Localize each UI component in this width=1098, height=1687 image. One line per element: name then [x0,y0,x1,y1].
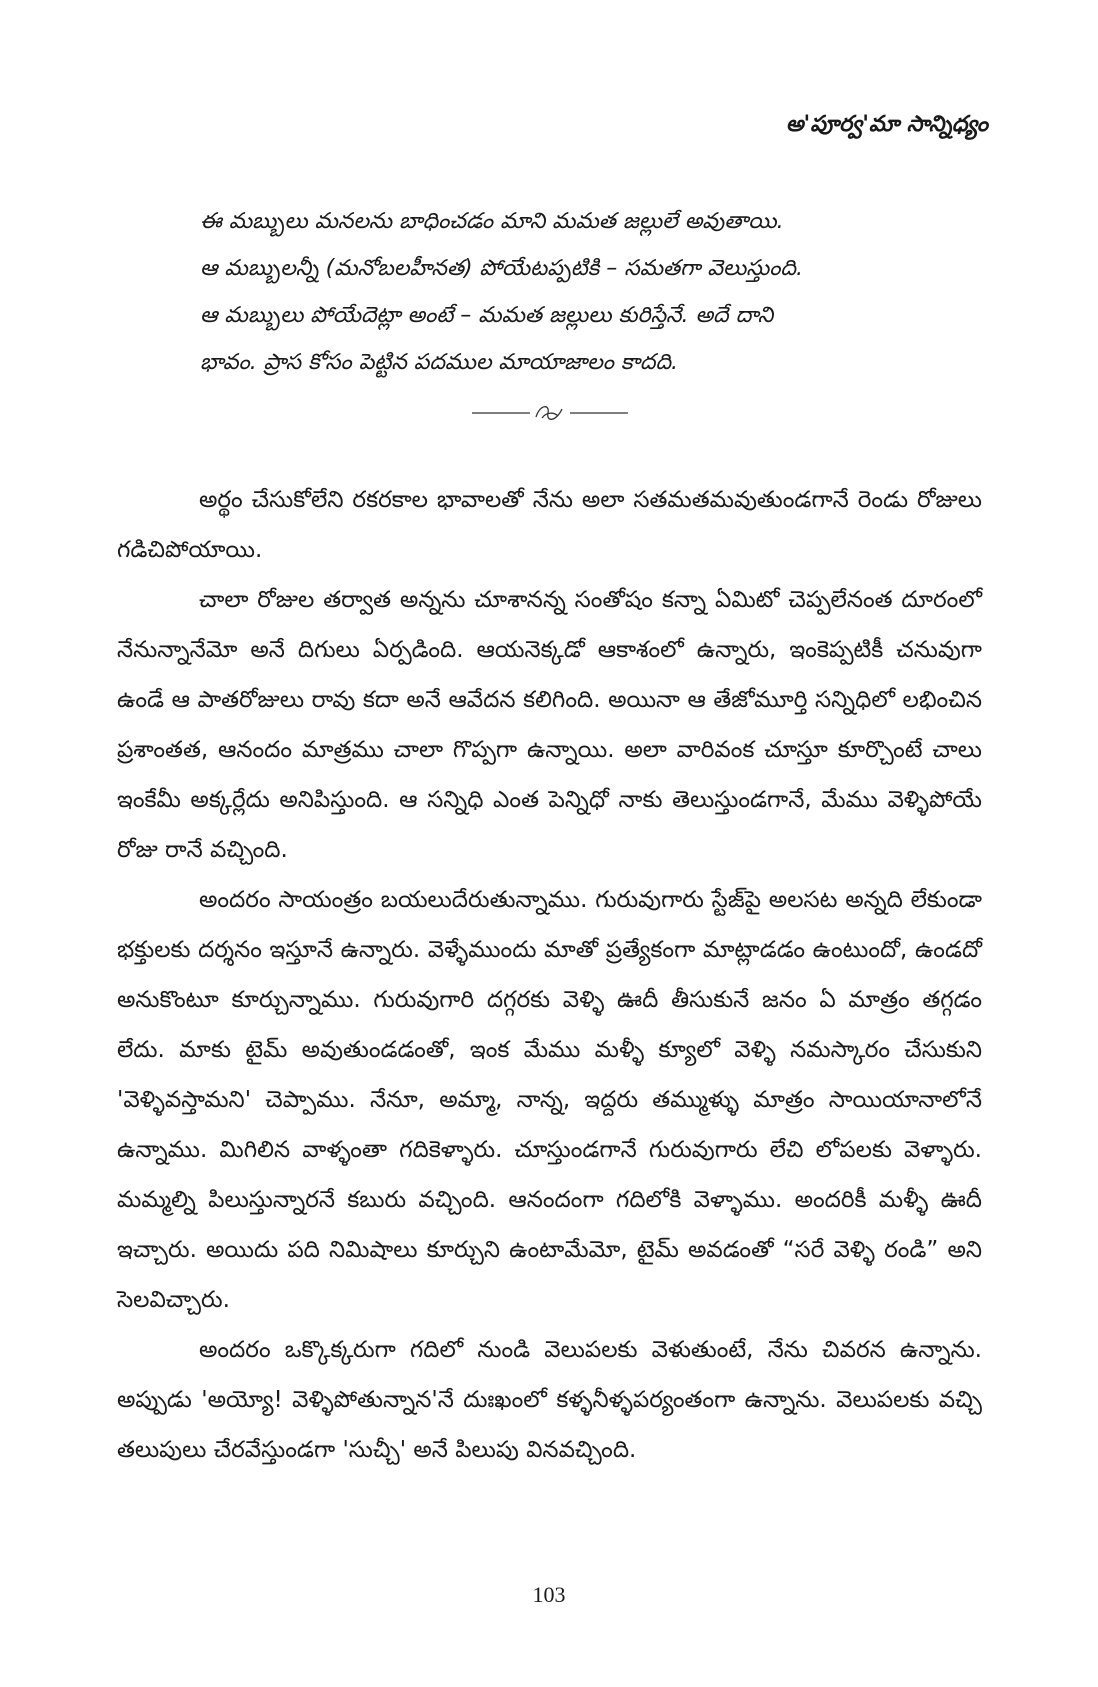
verse-line: ఆ మబ్బులన్నీ (మనోబలహీనత) పోయేటప్పటికి – సమతగా వెలుస్తుంది. [200,256,803,281]
paragraph: అందరం ఒక్కొక్కరుగా గదిలో నుండి వెలుపలకు వెళుతుంటే, నేను చివరన ఉన్నాను. అప్పుడు 'అయ్యో! వెళ్ళిపోతున్నాన'నే దుఃఖంలో కళ్ళనీళ్ళపర్యంతంగా ఉన్నాను. వెలుపలకు వచ్చి తలుపులు చేరవేస్తుండగా 'సుచ్చీ' అనే పిలుపు వినవచ్చింది. [117,1337,982,1463]
verse-line: ఆ మబ్బులు పోయేదెట్లా అంటే – మమత జల్లులు కురిస్తేనే. అదే దాని [200,303,774,328]
running-header: అ'పూర్వ'మా సాన్నిధ్యం [785,112,988,137]
verse-block [200,198,905,386]
paragraph: చాలా రోజుల తర్వాత అన్నను చూశానన్న సంతోషం కన్నా ఏమిటో చెప్పలేనంత దూరంలో నేనున్నానేమో అనే దిగులు ఏర్పడింది. ఆయనెక్కడో ఆకాశంలో ఉన్నారు, ఇంకెప్పటికీ చనువుగా ఉండే ఆ పాతరోజులు రావు కదా అనే ఆవేదన కలిగింది. అయినా ఆ తేజోమూర్తి సన్నిధిలో లభించిన ప్రశాంతత, ఆనందం మాత్రము చాలా గొప్పగా ఉన్నాయి. అలా వారివంక చూస్తూ కూర్చొంటే చాలు ఇంకేమీ అక్కర్లేదు అనిపిస్తుంది. ఆ సన్నిధి ఎంత పెన్నిధో నాకు తెలుస్తుండగానే, మేము వెళ్ళిపోయే రోజు రానే వచ్చింది. [117,587,982,863]
body-text [117,475,982,1475]
paragraph: అందరం సాయంత్రం బయలుదేరుతున్నాము. గురువుగారు స్టేజ్‌పై అలసట అన్నది లేకుండా భక్తులకు దర్శనం ఇస్తూనే ఉన్నారు. వెళ్ళేముందు మాతో ప్రత్యేకంగా మాట్లాడడం ఉంటుందో, ఉండదో అనుకొంటూ కూర్చున్నాము. గురువుగారి దగ్గరకు వెళ్ళి ఊదీ తీసుకునే జనం ఏ మాత్రం తగ్గడం లేదు. మాకు టైమ్ అవుతుండడంతో, ఇంక మేము మళ్ళీ క్యూలో వెళ్ళి నమస్కారం చేసుకుని 'వెళ్ళివస్తామని' చెప్పాము. నేనూ, అమ్మా, నాన్న, ఇద్దరు తమ్ముళ్ళు మాత్రం సాయియానాలోనే ఉన్నాము. మిగిలిన వాళ్ళంతా గదికెళ్ళారు. చూస్తుండగానే గురువుగారు లేచి లోపలకు వెళ్ళారు. మమ్మల్ని పిలుస్తున్నారనే కబురు వచ్చింది. ఆనందంగా గదిలోకి వెళ్ళాము. అందరికీ మళ్ళీ ఊదీ ఇచ్చారు. అయిదు పది నిమిషాలు కూర్చుని ఉంటామేమో, టైమ్ అవడంతో “సరే వెళ్ళి రండి” అని సెలవిచ్చారు. [117,887,982,1313]
section-divider-ornament-icon [470,398,630,428]
page-number: 103 [532,1582,566,1607]
paragraph: అర్థం చేసుకోలేని రకరకాల భావాలతో నేను అలా సతమతమవుతుండగానే రెండు రోజులు గడిచిపోయాయి. [117,487,982,563]
verse-line: ఈ మబ్బులు మనలను బాధించడం మాని మమత జల్లులే అవుతాయి. [200,209,784,234]
verse-line: భావం. ప్రాస కోసం పెట్టిన పదముల మాయాజాలం కాదది. [200,350,678,375]
